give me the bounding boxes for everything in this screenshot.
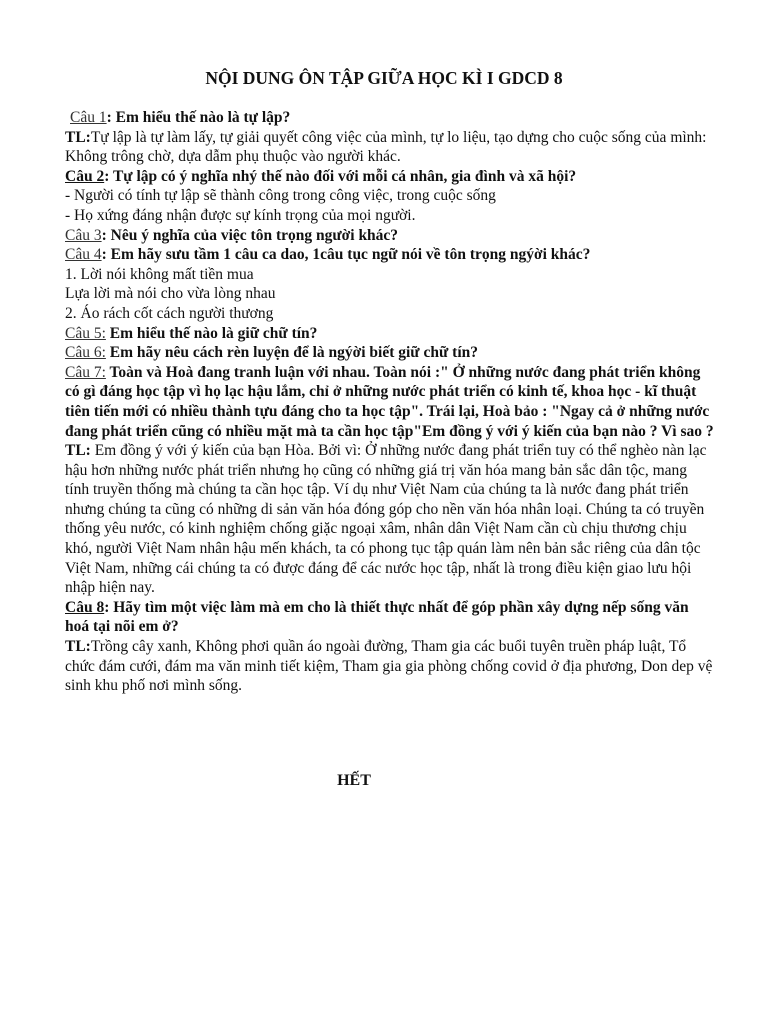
question-3-text: : Nêu ý nghĩa của việc tôn trọng người khác? bbox=[101, 226, 399, 244]
document-title: NỘI DUNG ÔN TẬP GIỮA HỌC KÌ I GDCD 8 bbox=[205, 68, 563, 88]
question-5-text: Em hiểu thế nào là giữ chữ tín? bbox=[105, 324, 318, 342]
question-6-number: Câu 6: bbox=[65, 344, 106, 362]
answer-8-text: Trồng cây xanh, Không phơi quần áo ngoài đường, Tham gia các buổi tuyên truền pháp luật, Tổ chức đám cưới, đám ma văn minh tiết kiệm, Tham gia gia phòng chống covid ở địa phương, Don dep vệ sinh khu phố nơi mình sống. bbox=[65, 638, 713, 695]
answer-8-label: TL: bbox=[65, 638, 91, 656]
question-8-text: : Hãy tìm một việc làm mà em cho là thiết thực nhất để góp phần xây dựng nếp sống văn hoá tại nõi em ở? bbox=[65, 598, 689, 636]
question-4-text: : Em hãy sưu tầm 1 câu ca dao, 1câu tục ngữ nói về tôn trọng ngýời khác? bbox=[101, 246, 591, 264]
answer-1-label: TL: bbox=[65, 128, 91, 146]
answer-2-line: - Họ xứng đáng nhận được sự kính trọng của mọi người. bbox=[65, 206, 416, 224]
question-5-number: Câu 5: bbox=[65, 324, 106, 342]
question-7 bbox=[65, 363, 715, 441]
answer-1-text: Tự lập là tự làm lấy, tự giải quyết công việc của mình, tự lo liệu, tạo dựng cho cuộc sống của mình: Không trông chờ, dựa dẫm phụ thuộc vào người khác. bbox=[65, 128, 707, 166]
answer-4-line: Lựa lời mà nói cho vừa lòng nhau bbox=[65, 285, 276, 303]
question-4-number: Câu 4 bbox=[65, 246, 102, 264]
answer-2-line: - Người có tính tự lập sẽ thành công trong công việc, trong cuộc sống bbox=[65, 187, 496, 205]
question-3 bbox=[65, 226, 715, 246]
answer-7-label: TL: bbox=[65, 442, 91, 460]
question-1 bbox=[65, 108, 715, 128]
answer-7-text: Em đồng ý với ý kiến của bạn Hòa. Bởi vì: Ở những nước đang phát triển tuy có thể nghèo nàn lạc hậu hơn những nước phát triển nhưng họ cũng có những giá trị văn hóa mang bản sắc dân tộc, mang tính truyền thống mà chúng ta cần học tập. Ví dụ như Việt Nam của chúng ta là nước đang phát triển nhưng chúng ta cũng có những di sản văn hóa đóng góp cho nền văn hóa nhân loại. Chúng ta có truyền thống yêu nước, có kinh nghiệm chống giặc ngoại xâm, nhân dân Việt Nam cần cù chịu thương chịu khó, người Việt Nam nhân hậu mến khách, ta có phong tục tập quán làm nên bản sắc riêng của dân tộc Việt Nam, những cái chúng ta có được đáng để các nước học tập, nhất là trong điều kiện giao lưu hội nhập hiện nay. bbox=[65, 442, 707, 597]
question-2 bbox=[65, 167, 715, 187]
document-body bbox=[65, 108, 715, 696]
question-8-number: Câu 8 bbox=[65, 598, 105, 616]
answer-8 bbox=[65, 637, 715, 696]
question-7-text: Toàn và Hoà đang tranh luận với nhau. Toàn nói :" Ở những nước đang phát triển không có gì đáng học tập vì họ lạc hậu lắm, chỉ ở những nước phát triển có kinh tế, khoa học - kĩ thuật tiên tiến mới có nhiều thành tựu đáng cho ta học tập". Trái lại, Hoà bảo : "Ngay cả ở những nước đang phát triển cũng có nhiều mặt mà ta cần học tập"Em đồng ý với ý kiến của bạn nào ? Vì sao ? bbox=[65, 363, 714, 440]
question-4 bbox=[65, 245, 715, 265]
answer-4-line: 2. Áo rách cốt cách người thương bbox=[65, 304, 274, 322]
question-1-text: : Em hiểu thế nào là tự lập? bbox=[106, 109, 291, 126]
answer-7 bbox=[65, 441, 715, 598]
question-8 bbox=[65, 598, 715, 637]
question-1-number: Câu 1 bbox=[70, 109, 107, 126]
question-5 bbox=[65, 324, 715, 344]
question-6-text: Em hãy nêu cách rèn luyện để là ngýời biết giữ chữ tín? bbox=[105, 344, 478, 362]
answer-4-line: 1. Lời nói không mất tiền mua bbox=[65, 265, 254, 283]
question-6 bbox=[65, 343, 715, 363]
end-marker: HẾT bbox=[337, 772, 371, 789]
question-7-number: Câu 7: bbox=[65, 363, 106, 381]
answer-1 bbox=[65, 128, 715, 167]
question-3-number: Câu 3 bbox=[65, 226, 102, 244]
question-2-number: Câu 2 bbox=[65, 167, 105, 185]
question-2-text: : Tự lập có ý nghĩa nhý thế nào đối với mỗi cá nhân, gia đình và xã hội? bbox=[104, 167, 577, 185]
